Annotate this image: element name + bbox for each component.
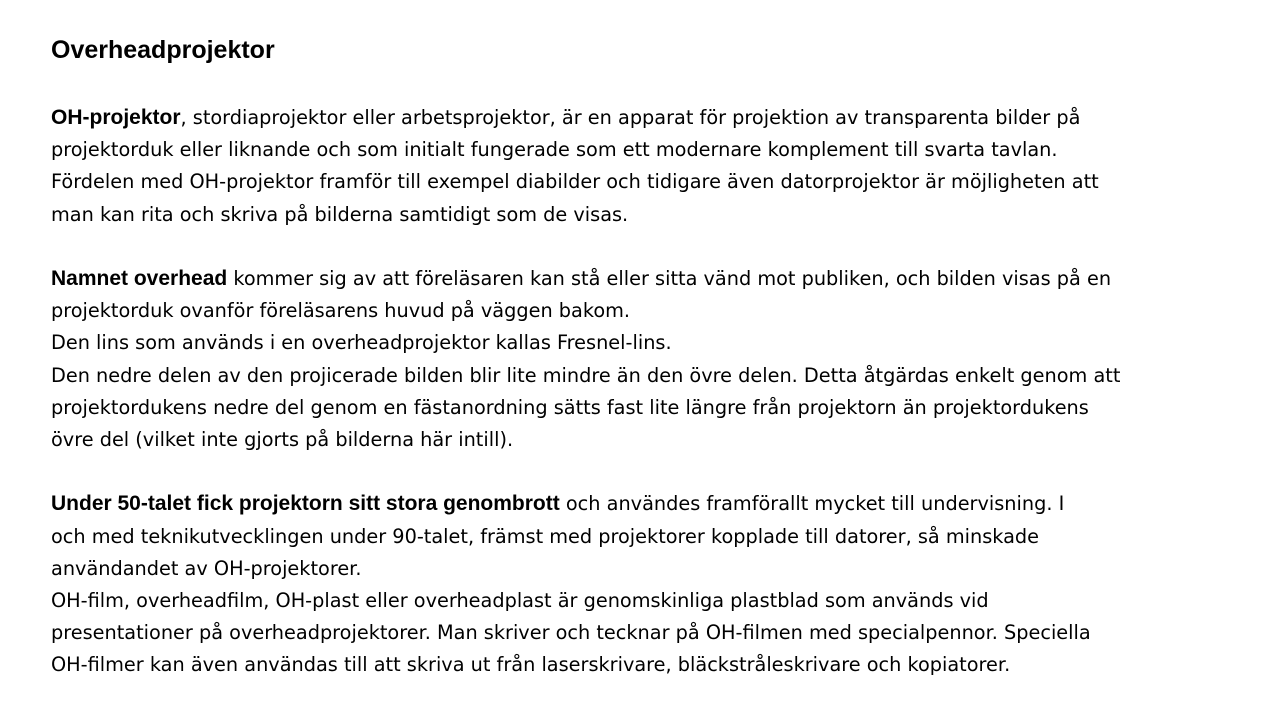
page-title: Overheadprojektor [51,36,275,64]
paragraph-history [51,488,1240,681]
text-run: , stordiaprojektor eller arbetsprojektor, är en apparat för projektion av transparenta bilder på [180,106,1081,129]
text-run: och användes framförallt mycket till undervisning. I [559,492,1065,516]
paragraph-oh-projektor [51,102,1240,231]
text-line: övre del (vilket inte gjorts på bilderna här intill). [51,428,514,452]
text-line: och med teknikutvecklingen under 90-talet, främst med projektorer kopplade till datorer, så minskade [51,524,1039,548]
text-line: Den lins som används i en overheadprojektor kallas Fresnel-lins. [51,331,672,355]
text-line: användandet av OH-projektorer. [51,556,362,580]
text-run: kommer sig av att föreläsaren kan stå eller sitta vänd mot publiken, och bilden visas på en [227,267,1112,290]
bold-lead: Namnet overhead [51,267,228,290]
text-line [51,488,1240,520]
text-line: projektordukens nedre del genom en fästanordning sätts fast lite längre från projektorn än projektordukens [51,395,1089,419]
text-line: OH-filmer kan även användas till att skriva ut från laserskrivare, bläckstråleskrivare och kopiatorer. [51,653,1011,677]
text-line [51,263,1240,295]
text-line: OH-film, overheadfilm, OH-plast eller overheadplast är genomskinliga plastblad som används vid [51,589,989,613]
text-line: man kan rita och skriva på bilderna samtidigt som de visas. [51,202,629,226]
text-line: presentationer på overheadprojektorer. Man skriver och tecknar på OH-filmen med specialpennor. Speciella [51,621,1091,645]
text-line: Fördelen med OH-projektor framför till exempel diabilder och tidigare även datorprojektor är möjligheten att [51,170,1099,194]
text-line [51,102,1240,134]
text-line: projektorduk ovanför föreläsarens huvud på väggen bakom. [51,299,631,323]
text-line: projektorduk eller liknande och som initialt fungerade som ett modernare komplement till svarta tavlan. [51,138,1058,162]
bold-lead: OH-projektor [51,106,181,129]
bold-lead: Under 50-talet fick projektorn sitt stora genombrott [51,492,560,516]
paragraph-namnet-overhead [51,263,1240,456]
text-line: Den nedre delen av den projicerade bilden blir lite mindre än den övre delen. Detta åtgärdas enkelt genom att [51,363,1121,387]
